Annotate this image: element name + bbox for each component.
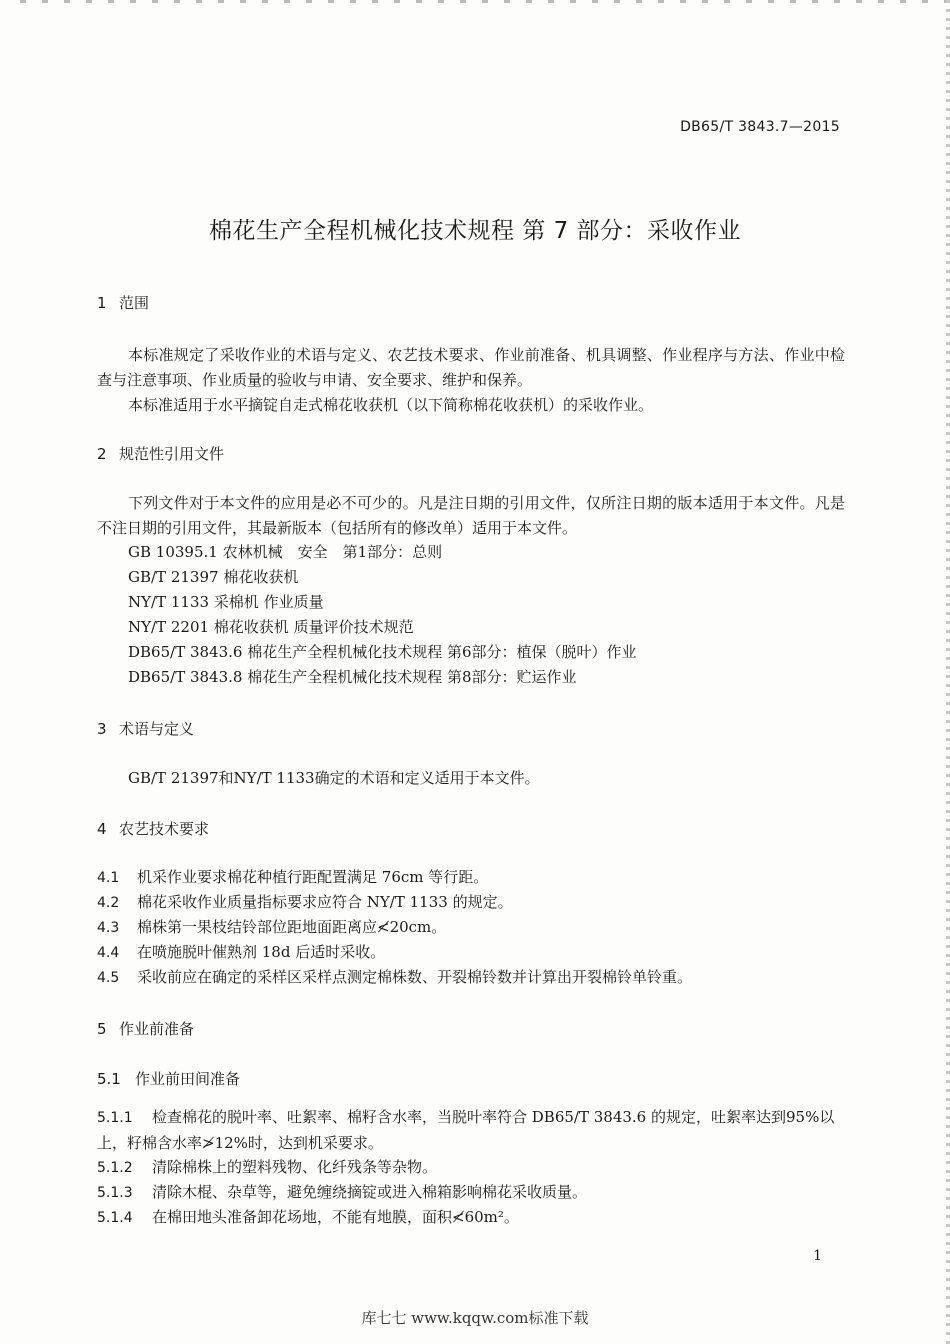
section-number: 1 xyxy=(97,294,107,312)
clause-number: 4.4 xyxy=(97,945,120,961)
section-number: 5 xyxy=(97,1020,107,1038)
clause-item xyxy=(97,865,845,891)
reference-item: NY/T 2201 棉花收获机 质量评价技术规范 xyxy=(128,618,414,636)
clause-number: 5.1.2 xyxy=(97,1160,133,1176)
subsection-5-1-heading xyxy=(97,1068,240,1089)
section-4-heading xyxy=(97,818,209,839)
section-1-heading xyxy=(97,292,149,313)
clause-item xyxy=(97,890,845,916)
subsection-number: 5.1 xyxy=(97,1070,121,1088)
page-number: 1 xyxy=(813,1248,822,1264)
section-title: 作业前准备 xyxy=(119,1020,195,1038)
reference-item: GB/T 21397 棉花收获机 xyxy=(128,568,299,586)
clause-item xyxy=(97,1205,845,1231)
section-title: 术语与定义 xyxy=(119,720,195,738)
section-title: 规范性引用文件 xyxy=(119,445,225,463)
reference-item: DB65/T 3843.8 棉花生产全程机械化技术规程 第8部分：贮运作业 xyxy=(128,668,577,686)
clause-number: 4.5 xyxy=(97,970,120,986)
normative-references-list xyxy=(128,540,637,690)
section-title: 农艺技术要求 xyxy=(119,820,210,838)
clause-item xyxy=(97,1155,845,1181)
section-number: 3 xyxy=(97,720,107,738)
clause-number: 4.3 xyxy=(97,920,120,936)
clause-text: 棉花采收作业质量指标要求应符合 NY/T 1133 的规定。 xyxy=(137,893,513,911)
scan-artifact-top xyxy=(20,0,950,3)
section-1-paragraph-1: 本标准规定了采收作业的术语与定义、农艺技术要求、作业前准备、机具调整、作业程序与方法、作业中检查与注意事项、作业质量的验收与申请、安全要求、维护和保养。 xyxy=(97,346,845,389)
reference-item: DB65/T 3843.6 棉花生产全程机械化技术规程 第6部分：植保（脱叶）作业 xyxy=(128,643,637,661)
clause-text: 清除木棍、杂草等，避免缠绕摘锭或进入棉箱影响棉花采收质量。 xyxy=(152,1183,588,1201)
section-3-paragraph: GB/T 21397和NY/T 1133确定的术语和定义适用于本文件。 xyxy=(128,769,540,787)
document-title: 棉花生产全程机械化技术规程 第 7 部分：采收作业 xyxy=(208,218,742,244)
subsection-title: 作业前田间准备 xyxy=(135,1070,241,1088)
clause-item xyxy=(97,915,845,941)
clause-item xyxy=(97,1105,845,1156)
clause-number: 4.1 xyxy=(97,870,120,886)
section-number: 4 xyxy=(97,820,107,838)
section-3-heading xyxy=(97,718,194,739)
clause-number: 5.1.4 xyxy=(97,1210,133,1226)
clause-text: 检查棉花的脱叶率、吐絮率、棉籽含水率，当脱叶率符合 DB65/T 3843.6 的规定，吐絮率达到95%以上，籽棉含水率≯12%时，达到机采要求。 xyxy=(97,1108,835,1152)
section-2-paragraph: 下列文件对于本文件的应用是必不可少的。凡是注日期的引用文件，仅所注日期的版本适用于本文件。凡是不注日期的引用文件，其最新版本（包括所有的修改单）适用于本文件。 xyxy=(97,494,845,537)
scan-artifact-edge xyxy=(946,0,950,1344)
clause-item xyxy=(97,940,845,966)
clause-text: 机采作业要求棉花种植行距配置满足 76cm 等行距。 xyxy=(137,868,489,886)
clause-item xyxy=(97,965,845,991)
clause-number: 5.1.1 xyxy=(97,1110,133,1126)
watermark-footer: 库七七 www.kqqw.com标准下载 xyxy=(361,1309,589,1327)
reference-item: GB 10395.1 农林机械 安全 第1部分：总则 xyxy=(128,543,443,561)
clause-text: 棉株第一果枝结铃部位距地面距离应≮20cm。 xyxy=(137,918,447,936)
clause-text: 采收前应在确定的采样区采样点测定棉株数、开裂棉铃数并计算出开裂棉铃单铃重。 xyxy=(137,968,693,986)
clause-number: 5.1.3 xyxy=(97,1185,133,1201)
section-5-heading xyxy=(97,1018,194,1039)
section-number: 2 xyxy=(97,445,107,463)
reference-item: NY/T 1133 采棉机 作业质量 xyxy=(128,593,324,611)
clause-text: 在棉田地头准备卸花场地，不能有地膜，面积≮60m²。 xyxy=(152,1208,519,1226)
clause-text: 在喷施脱叶催熟剂 18d 后适时采收。 xyxy=(137,943,386,961)
section-title: 范围 xyxy=(119,294,150,312)
clause-text: 清除棉株上的塑料残物、化纤残条等杂物。 xyxy=(152,1158,438,1176)
document-code: DB65/T 3843.7—2015 xyxy=(680,119,840,135)
clause-number: 4.2 xyxy=(97,895,120,911)
section-1-paragraph-2: 本标准适用于水平摘锭自走式棉花收获机（以下简称棉花收获机）的采收作业。 xyxy=(128,396,654,414)
section-2-heading xyxy=(97,443,224,464)
clause-item xyxy=(97,1180,845,1206)
